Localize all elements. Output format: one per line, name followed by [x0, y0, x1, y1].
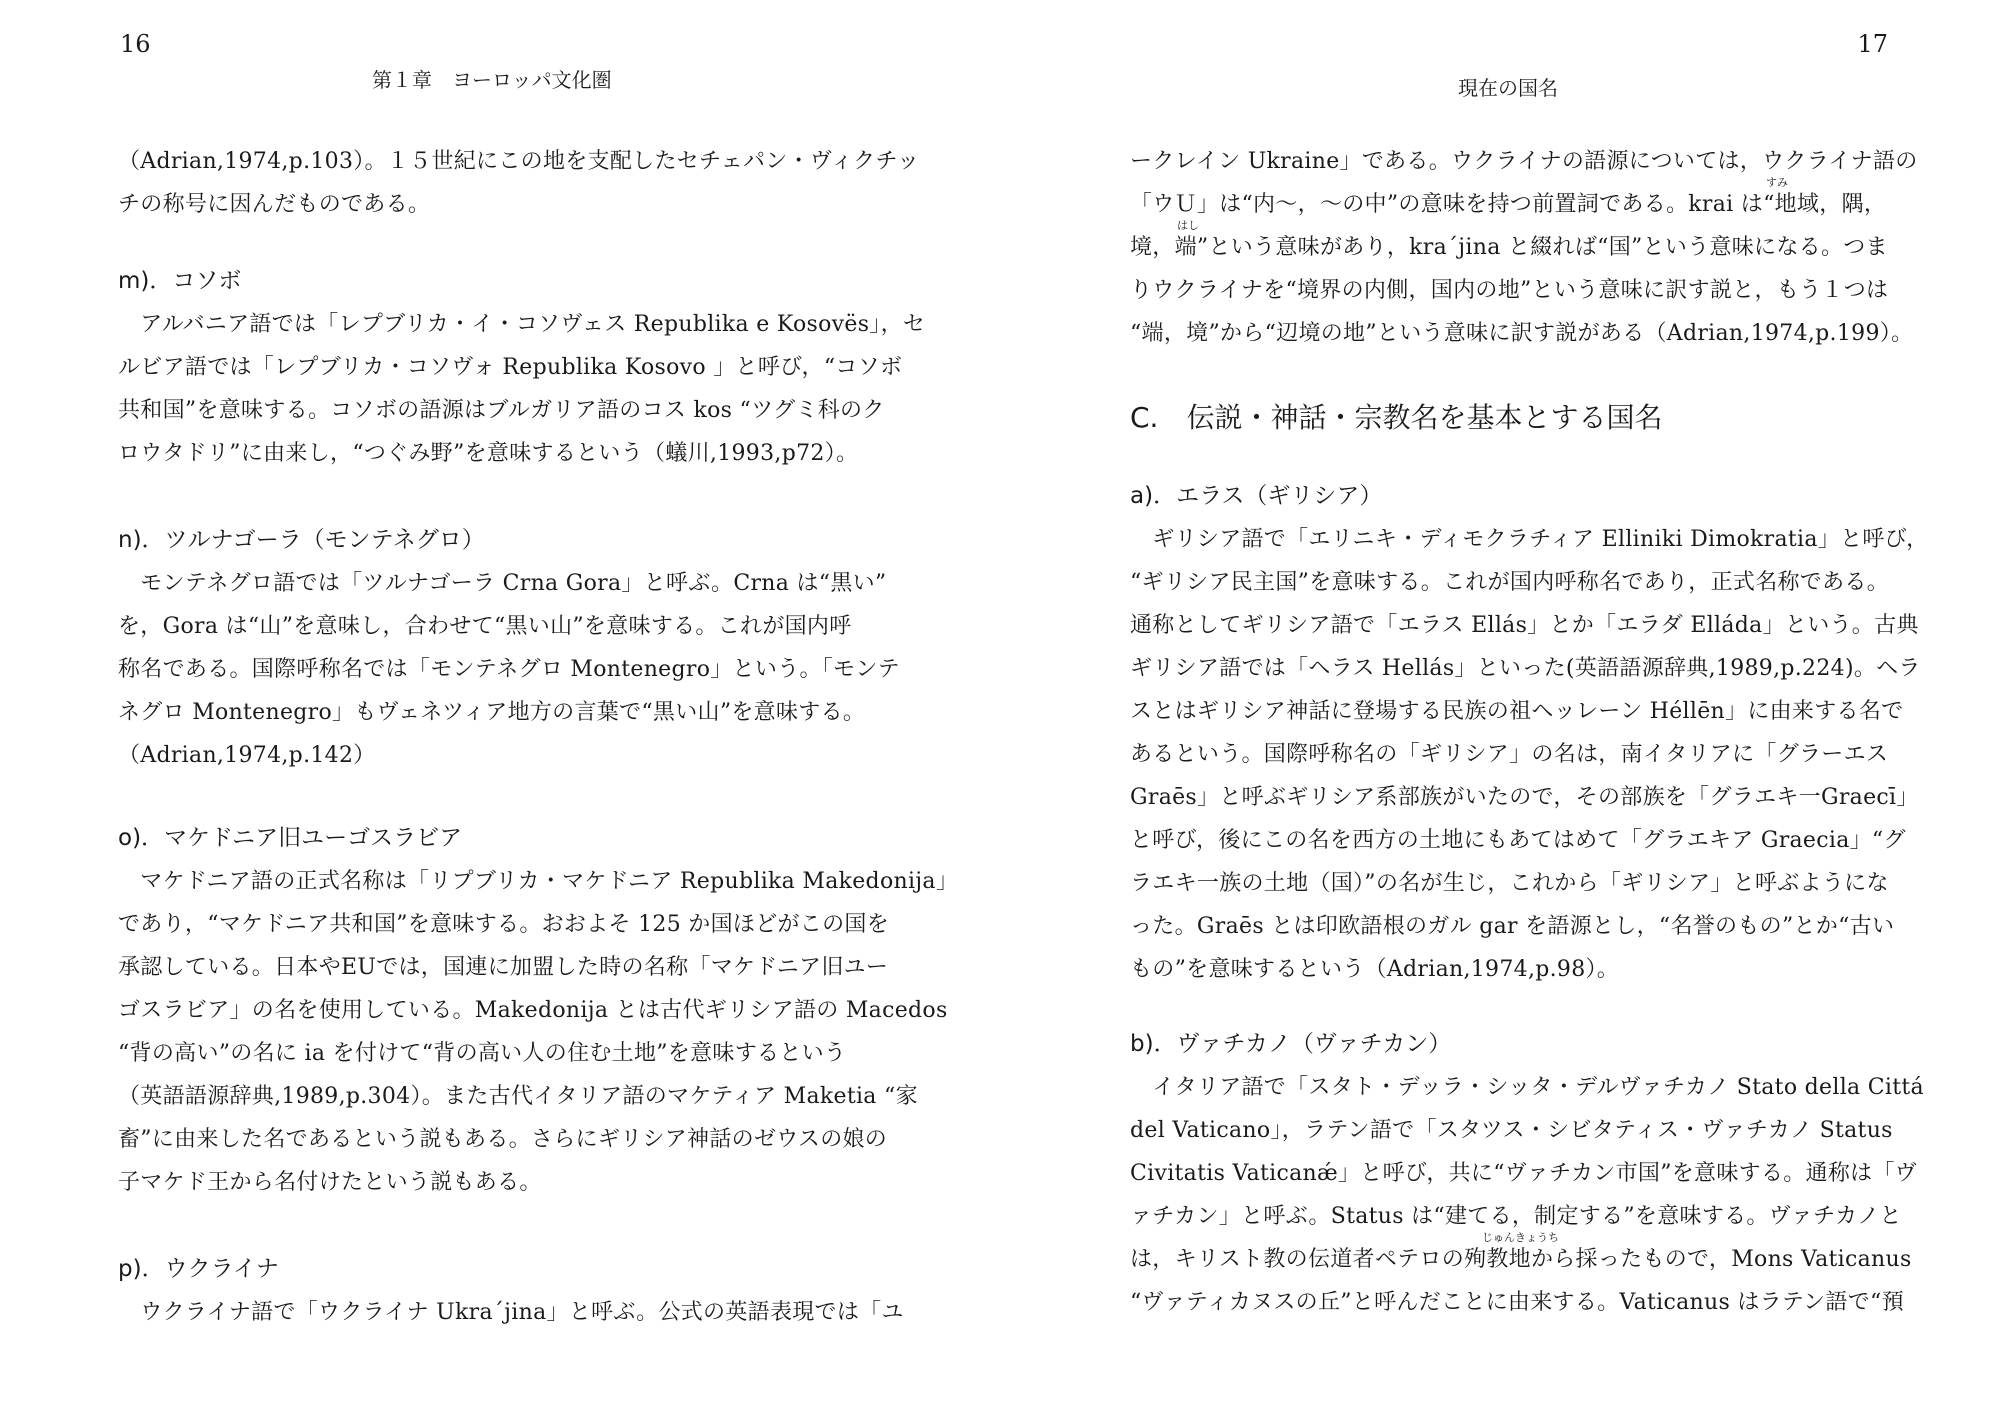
furigana-sumi: すみ: [1766, 176, 1788, 189]
text-line: 承認している。日本やEUでは，国連に加盟した時の名称「マケドニア旧ユー: [118, 955, 889, 980]
text-line: スとはギリシア神話に登場する民族の祖ヘッレーン Héllēn」に由来する名で: [1130, 699, 1904, 724]
text-line: ァチカン」と呼ぶ。Status は“建てる，制定する”を意味する。ヴァチカノと: [1130, 1204, 1902, 1229]
section-heading-montenegro: n)．ツルナゴーラ（モンテネグロ）: [118, 527, 485, 553]
text-line: は，キリスト教の伝道者ペテロの殉教地から採ったもので，Mons Vaticanus: [1130, 1247, 1912, 1272]
text-line: 称名である。国際呼称名では「モンテネグロ Montenegro」という。「モンテ: [118, 657, 900, 682]
section-header: 現在の国名: [1458, 76, 1558, 100]
text-line: ークレイン Ukraine」である。ウクライナの語源については，ウクライナ語の: [1130, 149, 1918, 174]
text-line: ラエキ一族の土地（国）”の名が生じ，これから「ギリシア」と呼ぶようにな: [1130, 871, 1889, 896]
text-line: チの称号に因んだものである。: [118, 192, 431, 217]
chapter-section-heading-legend: C. 伝説・神話・宗教名を基本とする国名: [1130, 401, 1663, 434]
furigana-junkyouchi: じゅんきょうち: [1482, 1231, 1559, 1244]
left-text-column: [118, 140, 959, 1334]
text-line: ルビア語では「レプブリカ・コソヴォ Republika Kosovo 」と呼び，“コソボ: [118, 355, 903, 380]
section-heading-kosovo: m)．コソボ: [118, 268, 242, 294]
text-line: であり，“マケドニア共和国”を意味する。おおよそ 125 か国ほどがこの国を: [118, 912, 889, 937]
text-line: もの”を意味するという（Adrian,1974,p.98）。: [1130, 957, 1620, 982]
page-number-left: 16: [120, 30, 151, 58]
text-line: “背の高い”の名に ia を付けて“背の高い人の住む土地”を意味するという: [118, 1041, 847, 1066]
text-line: 子マケド王から名付けたという説もある。: [118, 1170, 542, 1195]
text-line: （英語語源辞典,1989,p.304）。また古代イタリア語のマケティア Maketia “家: [118, 1084, 918, 1109]
text-line: “ギリシア民主国”を意味する。これが国内呼称名であり，正式名称である。: [1130, 570, 1889, 595]
text-line: del Vaticano」，ラテン語で「スタツス・シビタティス・ヴァチカノ Status: [1130, 1118, 1893, 1143]
text-line: 通称としてギリシア語で「エラス Ellás」とか「エラダ Elláda」という。古典: [1130, 613, 1919, 638]
right-text-column: [1130, 140, 1929, 1324]
text-line: （Adrian,1974,p.103）。１５世紀にこの地を支配したセチェパン・ヴィクチッ: [118, 149, 920, 174]
text-line: Graēs」と呼ぶギリシア系部族がいたので，その部族を「グラエキ一Graecī」: [1130, 785, 1919, 810]
text-line: 共和国”を意味する。コソボの語源はブルガリア語のコス kos “ツグミ科のク: [118, 398, 885, 423]
text-line: と呼び，後にこの名を西方の土地にもあてはめて「グラエキア Graecia」“グ: [1130, 828, 1906, 853]
text-line: 畜”に由来した名であるという説もある。さらにギリシア神話のゼウスの娘の: [118, 1127, 888, 1152]
page-number-right: 17: [1857, 30, 1888, 58]
chapter-header: 第１章 ヨーロッパ文化圏: [372, 68, 612, 92]
text-line: ネグロ Montenegro」もヴェネツィア地方の言葉で“黒い山”を意味する。: [118, 700, 866, 725]
text-line: ゴスラビア」の名を使用している。Makedonija とは古代ギリシア語の Macedos: [118, 998, 948, 1023]
text-line: マケドニア語の正式名称は「リプブリカ・マケドニア Republika Makedonija」: [118, 869, 959, 894]
text-line: った。Graēs とは印欧語根のガル gar を語源とし，“名誉のもの”とか“古い: [1130, 914, 1895, 939]
right-page: [1000, 0, 2000, 1415]
text-line: ロウタドリ”に由来し，“つぐみ野”を意味するという（蟻川,1993,p72）。: [118, 441, 859, 466]
section-heading-vatican: b)．ヴァチカノ（ヴァチカン）: [1130, 1031, 1452, 1057]
text-line: あるという。国際呼称名の「ギリシア」の名は，南イタリアに「グラーエス: [1130, 742, 1889, 767]
section-heading-greece: a)．エラス（ギリシア）: [1130, 483, 1383, 509]
text-line: りウクライナを“境界の内側，国内の地”という意味に訳す説と，もう１つは: [1130, 278, 1889, 303]
text-line: “ヴァティカヌスの丘”と呼んだことに由来する。Vaticanus はラテン語で“預: [1130, 1290, 1904, 1315]
text-line: を，Gora は“山”を意味し，合わせて“黒い山”を意味する。これが国内呼: [118, 614, 852, 639]
text-line: （Adrian,1974,p.142）: [118, 743, 376, 768]
section-heading-macedonia: o)．マケドニア旧ユーゴスラビア: [118, 825, 463, 851]
text-line: 境，端”という意味があり，kra´jina と綴れば“国”という意味になる。つま: [1130, 235, 1888, 260]
text-line: アルバニア語では「レプブリカ・イ・コソヴェス Republika e Kosovës」，セ: [118, 312, 926, 337]
section-heading-ukraine: p)．ウクライナ: [118, 1256, 279, 1282]
text-line: ウクライナ語で「ウクライナ Ukra´jina」と呼ぶ。公式の英語表現では「ユ: [118, 1300, 904, 1325]
text-line: 「ウＵ」は“内～，～の中”の意味を持つ前置詞である。krai は“地域，隅，: [1130, 192, 1887, 217]
text-line: ギリシア語では「ヘラス Hellás」といった(英語語源辞典,1989,p.224)。ヘラ: [1130, 656, 1921, 681]
text-line: イタリア語で「スタト・デッラ・シッタ・デルヴァチカノ Stato della Cittá: [1130, 1075, 1924, 1100]
text-line: Civitatis Vaticanǽ」と呼び，共に“ヴァチカン市国”を意味する。通称は「ヴ: [1130, 1161, 1918, 1186]
furigana-hashi: はし: [1177, 219, 1199, 232]
text-line: ギリシア語で「エリニキ・ディモクラチィア Elliniki Dimokratia」と呼び，: [1130, 527, 1929, 552]
text-line: モンテネグロ語では「ツルナゴーラ Crna Gora」と呼ぶ。Crna は“黒い”: [118, 571, 887, 596]
text-line: “端，境”から“辺境の地”という意味に訳す説がある（Adrian,1974,p.199）。: [1130, 321, 1914, 346]
